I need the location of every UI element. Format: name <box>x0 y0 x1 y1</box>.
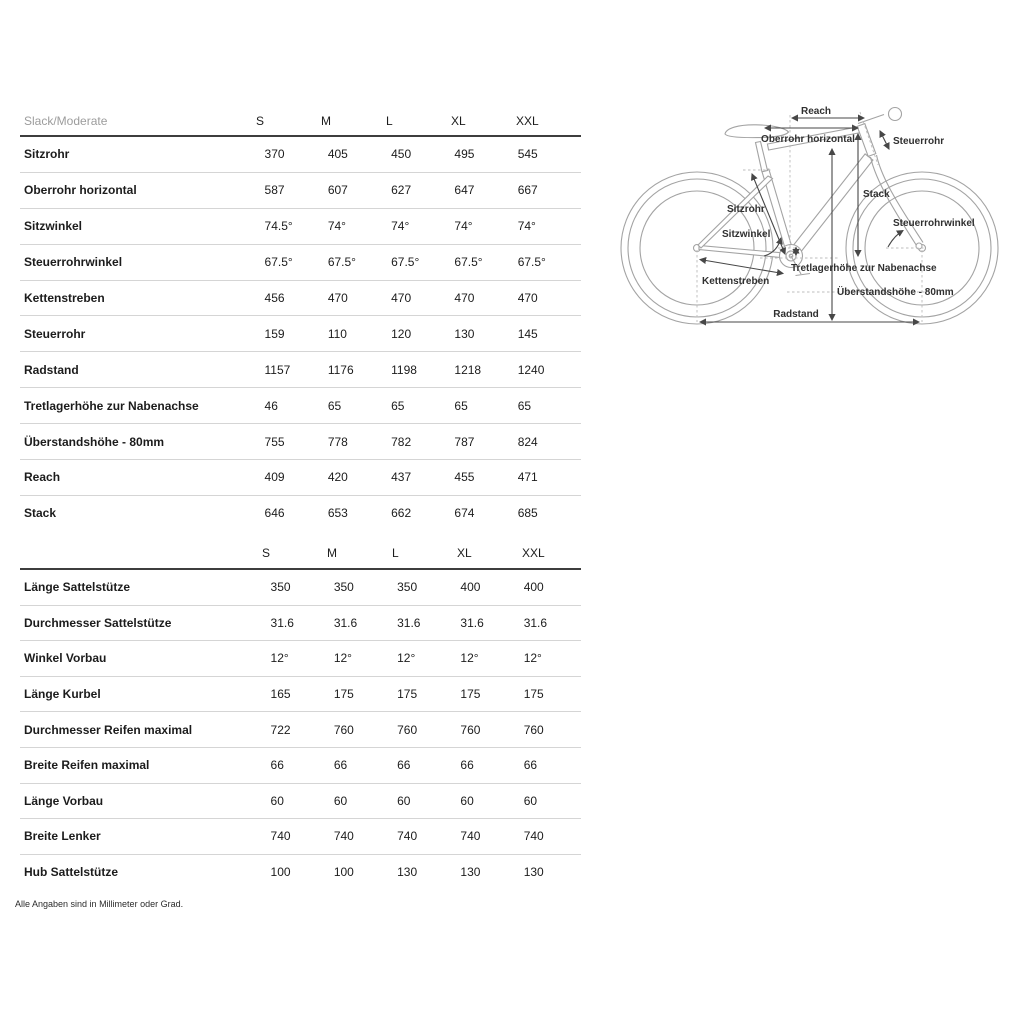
row-value: 824 <box>517 434 538 449</box>
table-row <box>20 137 581 173</box>
components-table <box>20 537 581 889</box>
row-value: 65 <box>391 398 405 413</box>
row-value: 100 <box>333 865 354 880</box>
table-row <box>20 496 581 531</box>
row-value: 120 <box>391 326 412 341</box>
row-value: 405 <box>327 147 348 162</box>
row-value: 778 <box>327 434 348 449</box>
row-value: 66 <box>333 758 348 773</box>
row-value: 755 <box>264 434 285 449</box>
row-value: 607 <box>327 183 348 198</box>
row-label: Sitzrohr <box>24 147 70 162</box>
row-value: 100 <box>270 865 291 880</box>
table-row <box>20 316 581 352</box>
row-value: 760 <box>523 722 544 737</box>
row-label: Länge Sattelstütze <box>24 580 131 595</box>
row-value: 175 <box>333 687 354 702</box>
row-value: 470 <box>517 291 538 305</box>
row-value: 760 <box>397 722 418 737</box>
row-value: 420 <box>327 470 348 485</box>
row-value: 65 <box>327 398 342 413</box>
diagram-label-sitzrohr: Sitzrohr <box>727 204 765 215</box>
row-label: Durchmesser Reifen maximal <box>24 722 193 737</box>
row-label: Kettenstreben <box>24 291 105 305</box>
row-value: 65 <box>517 398 532 413</box>
row-value: 450 <box>391 147 412 162</box>
row-value: 67.5° <box>391 255 420 270</box>
row-label: Breite Lenker <box>24 829 101 844</box>
table-row <box>20 460 581 496</box>
table-row <box>20 424 581 460</box>
frame-geometry-table <box>20 107 581 531</box>
row-value: 130 <box>397 865 418 880</box>
row-label: Stack <box>24 506 57 521</box>
row-value: 653 <box>327 506 348 521</box>
table-row <box>20 209 581 245</box>
diagram-label-ueberstandshoehe: Überstandshöhe - 80mm <box>837 287 954 298</box>
row-value: 74° <box>391 219 410 234</box>
row-value: 1198 <box>391 362 417 377</box>
steuerrohrwinkel-arc <box>888 231 903 248</box>
size-header-cell: S <box>262 545 271 560</box>
row-value: 159 <box>264 326 285 341</box>
row-value: 470 <box>327 291 348 305</box>
row-value: 409 <box>264 470 285 485</box>
diagram-label-reach: Reach <box>800 106 832 117</box>
row-value: 130 <box>454 326 475 341</box>
row-label: Überstandshöhe - 80mm <box>24 434 165 449</box>
row-value: 66 <box>270 758 284 773</box>
row-value: 60 <box>270 793 284 808</box>
row-label: Oberrohr horizontal <box>24 183 137 198</box>
diagram-label-radstand: Radstand <box>773 309 819 320</box>
row-label: Sitzwinkel <box>24 219 83 234</box>
row-value: 60 <box>460 793 474 808</box>
row-value: 60 <box>397 793 411 808</box>
table-row <box>20 641 581 677</box>
size-header-cell: XXL <box>522 545 545 560</box>
row-value: 74° <box>454 219 473 234</box>
row-value: 400 <box>460 580 481 595</box>
row-value: 165 <box>270 687 291 702</box>
bike-geometry-diagram <box>620 85 1020 345</box>
row-value: 130 <box>523 865 544 880</box>
row-value: 12° <box>397 651 416 666</box>
size-header-cell: XL <box>457 545 472 560</box>
row-label: Tretlagerhöhe zur Nabenachse <box>24 398 199 413</box>
diagram-label-kettenstreben: Kettenstreben <box>702 276 770 287</box>
row-value: 455 <box>454 470 475 485</box>
row-value: 66 <box>460 758 474 773</box>
diagram-label-stack: Stack <box>863 189 890 200</box>
size-header-cell: L <box>392 545 399 560</box>
row-value: 31.6 <box>397 615 421 630</box>
row-value: 740 <box>460 829 481 844</box>
table-row <box>20 570 581 606</box>
row-label: Reach <box>24 470 61 485</box>
row-value: 12° <box>270 651 289 666</box>
row-value: 685 <box>517 506 538 521</box>
row-value: 12° <box>460 651 479 666</box>
row-label: Radstand <box>24 362 79 377</box>
table-row <box>20 855 581 890</box>
row-value: 74° <box>517 219 536 234</box>
row-value: 67.5° <box>454 255 483 270</box>
table-header-label: Slack/Moderate <box>24 114 108 128</box>
frame-geometry-rows <box>20 137 581 531</box>
row-value: 66 <box>397 758 411 773</box>
row-value: 12° <box>333 651 352 666</box>
table-header-row <box>20 107 581 137</box>
table-row <box>20 748 581 784</box>
row-value: 740 <box>333 829 354 844</box>
steuerrohr-arrow <box>880 131 889 149</box>
row-value: 667 <box>517 183 538 198</box>
row-value: 627 <box>391 183 412 198</box>
size-header-cell: XXL <box>516 114 539 128</box>
row-value: 145 <box>517 326 538 341</box>
row-value: 662 <box>391 506 412 521</box>
row-value: 46 <box>264 398 278 413</box>
row-value: 787 <box>454 434 475 449</box>
row-label: Länge Vorbau <box>24 793 104 808</box>
row-label: Länge Kurbel <box>24 687 101 702</box>
table-row <box>20 388 581 424</box>
row-value: 31.6 <box>460 615 484 630</box>
row-value: 587 <box>264 183 285 198</box>
diagram-label-oberrohr: Oberrohr horizontal <box>761 134 855 145</box>
row-value: 470 <box>454 291 475 305</box>
table-row <box>20 245 581 281</box>
size-header-cell: M <box>327 545 337 560</box>
row-value: 60 <box>333 793 348 808</box>
row-value: 740 <box>523 829 544 844</box>
row-label: Steuerrohr <box>24 326 86 341</box>
row-label: Steuerrohrwinkel <box>24 255 123 270</box>
size-header-cell: S <box>256 114 265 128</box>
size-header-cells <box>256 114 581 128</box>
row-value: 175 <box>523 687 544 702</box>
row-value: 456 <box>264 291 285 305</box>
row-value: 471 <box>517 470 538 485</box>
handlebar-grip <box>889 108 902 121</box>
size-header-cell: M <box>321 114 331 128</box>
table-row <box>20 712 581 748</box>
row-value: 65 <box>454 398 468 413</box>
table-row <box>20 281 581 317</box>
row-value: 350 <box>397 580 418 595</box>
row-value: 175 <box>460 687 481 702</box>
row-value: 470 <box>391 291 412 305</box>
components-rows <box>20 570 581 889</box>
row-value: 74.5° <box>264 219 293 234</box>
row-value: 740 <box>397 829 418 844</box>
row-label: Hub Sattelstütze <box>24 865 119 880</box>
table-row <box>20 173 581 209</box>
row-value: 545 <box>517 147 538 162</box>
row-value: 646 <box>264 506 285 521</box>
table-row <box>20 606 581 642</box>
row-value: 67.5° <box>264 255 293 270</box>
row-value: 350 <box>270 580 291 595</box>
row-label: Winkel Vorbau <box>24 651 107 666</box>
diagram-label-steuerrohrwinkel: Steuerrohrwinkel <box>893 218 975 229</box>
table-row <box>20 819 581 855</box>
table-row <box>20 352 581 388</box>
row-value: 67.5° <box>327 255 356 270</box>
row-value: 1176 <box>327 362 354 377</box>
row-value: 110 <box>327 326 347 341</box>
row-value: 31.6 <box>333 615 358 630</box>
row-value: 31.6 <box>523 615 548 630</box>
row-value: 740 <box>270 829 291 844</box>
row-value: 437 <box>391 470 412 485</box>
row-value: 60 <box>523 793 538 808</box>
size-header-cell: XL <box>451 114 466 128</box>
diagram-label-tretlagerhoehe: Tretlagerhöhe zur Nabenachse <box>791 263 937 274</box>
size-header-cells <box>256 546 581 560</box>
size-header-cell: L <box>386 114 393 128</box>
unit-note: Alle Angaben sind in Millimeter oder Grad. <box>15 899 184 909</box>
table-header-row <box>20 537 581 570</box>
row-value: 1218 <box>454 362 482 377</box>
row-label: Breite Reifen maximal <box>24 758 150 773</box>
row-value: 400 <box>523 580 544 595</box>
row-value: 67.5° <box>517 255 546 270</box>
row-value: 760 <box>460 722 481 737</box>
diagram-label-sitzwinkel: Sitzwinkel <box>722 229 771 240</box>
row-value: 782 <box>391 434 412 449</box>
row-value: 66 <box>523 758 538 773</box>
row-value: 760 <box>333 722 354 737</box>
row-value: 495 <box>454 147 475 162</box>
row-value: 1157 <box>264 362 291 377</box>
row-value: 370 <box>264 147 285 162</box>
row-value: 130 <box>460 865 481 880</box>
row-value: 74° <box>327 219 346 234</box>
row-value: 647 <box>454 183 475 198</box>
row-value: 175 <box>397 687 418 702</box>
row-value: 722 <box>270 722 291 737</box>
row-label: Durchmesser Sattelstütze <box>24 615 172 630</box>
table-row <box>20 677 581 713</box>
diagram-label-steuerrohr: Steuerrohr <box>893 136 945 147</box>
row-value: 1240 <box>517 362 545 377</box>
row-value: 350 <box>333 580 354 595</box>
row-value: 674 <box>454 506 475 521</box>
row-value: 12° <box>523 651 542 666</box>
row-value: 31.6 <box>270 615 294 630</box>
table-row <box>20 784 581 820</box>
